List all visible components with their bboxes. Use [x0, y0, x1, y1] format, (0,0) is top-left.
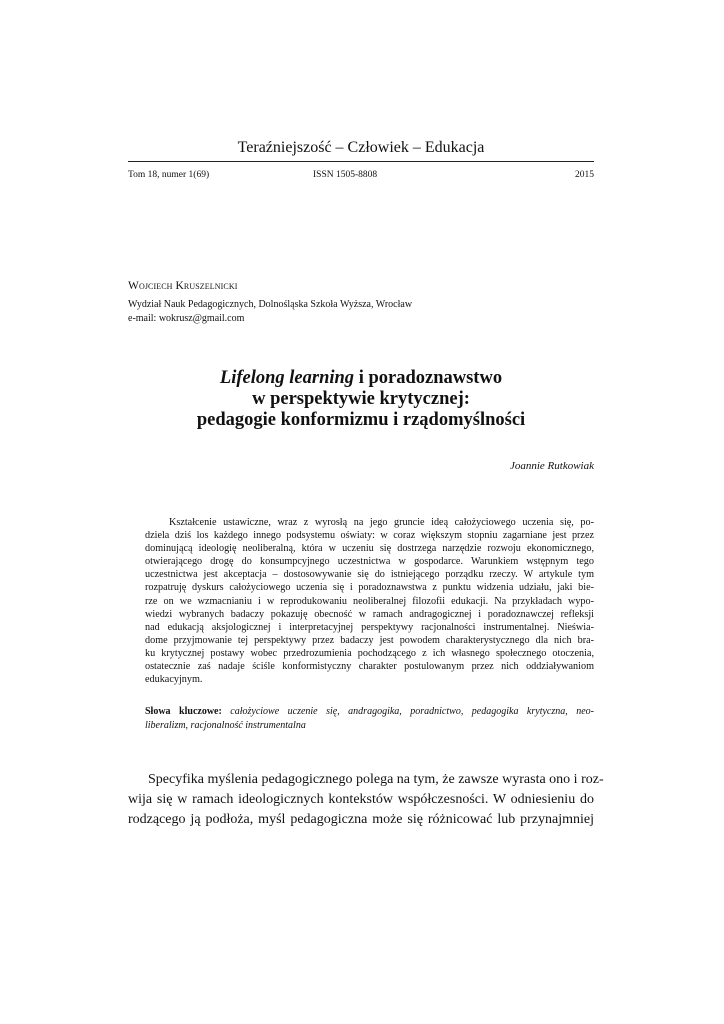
- author-affiliation: Wydział Nauk Pedagogicznych, Dolnośląska Szkoła Wyższa, Wrocław: [128, 299, 413, 310]
- year: 2015: [575, 170, 594, 180]
- abstract-line: dome przyjmowanie tej perspektywy przez badaczy jest powodem charakterystycznego dla nich bra-: [145, 634, 594, 646]
- body-line: wija się w ramach ideologicznych kontekstów współczesności. W odniesieniu do: [128, 792, 594, 807]
- volume-info: Tom 18, numer 1(69): [128, 170, 210, 180]
- title-line-3: pedagogie konformizmu i rządomyślności: [196, 410, 526, 430]
- abstract-line: wiedzi wybranych badaczy pokazuję obecność w ramach andragogicznej i poradoznawczej refleksji: [145, 608, 594, 620]
- body-line: Specyfika myślenia pedagogicznego polega na tym, że zawsze wyrasta ono i roz-: [148, 772, 604, 787]
- title-italic-part: Lifelong learning: [219, 368, 355, 388]
- abstract-line: dominującą ideologię neoliberalną, która w uczeniu się dostrzega narzędzie rozwoju ekonomicznego,: [145, 543, 594, 555]
- article-title: [128, 368, 594, 431]
- abstract-line: dziela dziś los każdego innego podsystemu oświaty: w coraz większym stopniu zagarniane jest przez: [145, 530, 594, 542]
- abstract-line: rze on we wzmacnianiu i w reprodukowaniu neoliberalnej filozofii edukacji. Na przykładach wypo-: [145, 595, 594, 607]
- abstract-line: ostatecznie zaś nadaje ściśle konformistyczny charakter postulowanym przez nich oddziaływaniom: [145, 661, 594, 673]
- title-line-1: [128, 368, 594, 389]
- author-name: [128, 279, 237, 293]
- abstract-line: rozpatruję dyskurs całożyciowego uczenia się i poradoznawstwa z punktu widzenia udziału, jaki bie-: [145, 582, 594, 594]
- abstract-line: edukacyjnym.: [145, 674, 203, 686]
- abstract-line: otwierającego drogę do konsumpcyjnego uczestnictwa w gospodarce. Warunkiem wstępnym tego: [145, 556, 594, 568]
- keywords-line-2: liberalizm, racjonalność instrumentalna: [145, 719, 306, 731]
- abstract-line: uczestnictwa jest akceptacja – dostosowywanie się do istniejącego porządku rzeczy. W artykule tym: [145, 569, 594, 581]
- keywords-line-1: [145, 705, 594, 719]
- body-line: rodzącego ją podłoża, myśl pedagogiczna może się różnicować lub przynajmniej: [128, 812, 594, 827]
- keywords: [145, 705, 594, 732]
- abstract-line: nad edukacją aksjologicznej i interpretacyjnej perspektywy racjonalności instrumentalnej. Nieświa-: [145, 621, 594, 633]
- issn: ISSN 1505-8808: [313, 170, 378, 180]
- keywords-text-1: całożyciowe uczenie się, andragogika, poradnictwo, pedagogika krytyczna, neo-: [221, 706, 594, 717]
- body-text: [128, 770, 604, 830]
- abstract: [145, 516, 594, 686]
- abstract-line: Kształcenie ustawiczne, wraz z wyrosłą na jego gruncie ideą całożyciowego uczenia się, po-: [169, 517, 594, 528]
- title-line-1-rest: i poradoznawstwo: [354, 368, 503, 388]
- keywords-label: Słowa kluczowe:: [145, 706, 222, 717]
- author-email: e-mail: wokrusz@gmail.com: [128, 313, 245, 324]
- header-rule: [128, 161, 594, 162]
- journal-title: Teraźniejszość – Człowiek – Edukacja: [237, 139, 485, 156]
- title-line-2: w perspektywie krytycznej:: [252, 389, 470, 409]
- abstract-line: ku krytycznej postawy wobec przedrozumienia pochodzącego z ich własnego społecznego otoczenia,: [145, 647, 594, 659]
- translator: Joannie Rutkowiak: [509, 460, 594, 472]
- author-name-text: Wojciech Kruszelnicki: [128, 280, 238, 292]
